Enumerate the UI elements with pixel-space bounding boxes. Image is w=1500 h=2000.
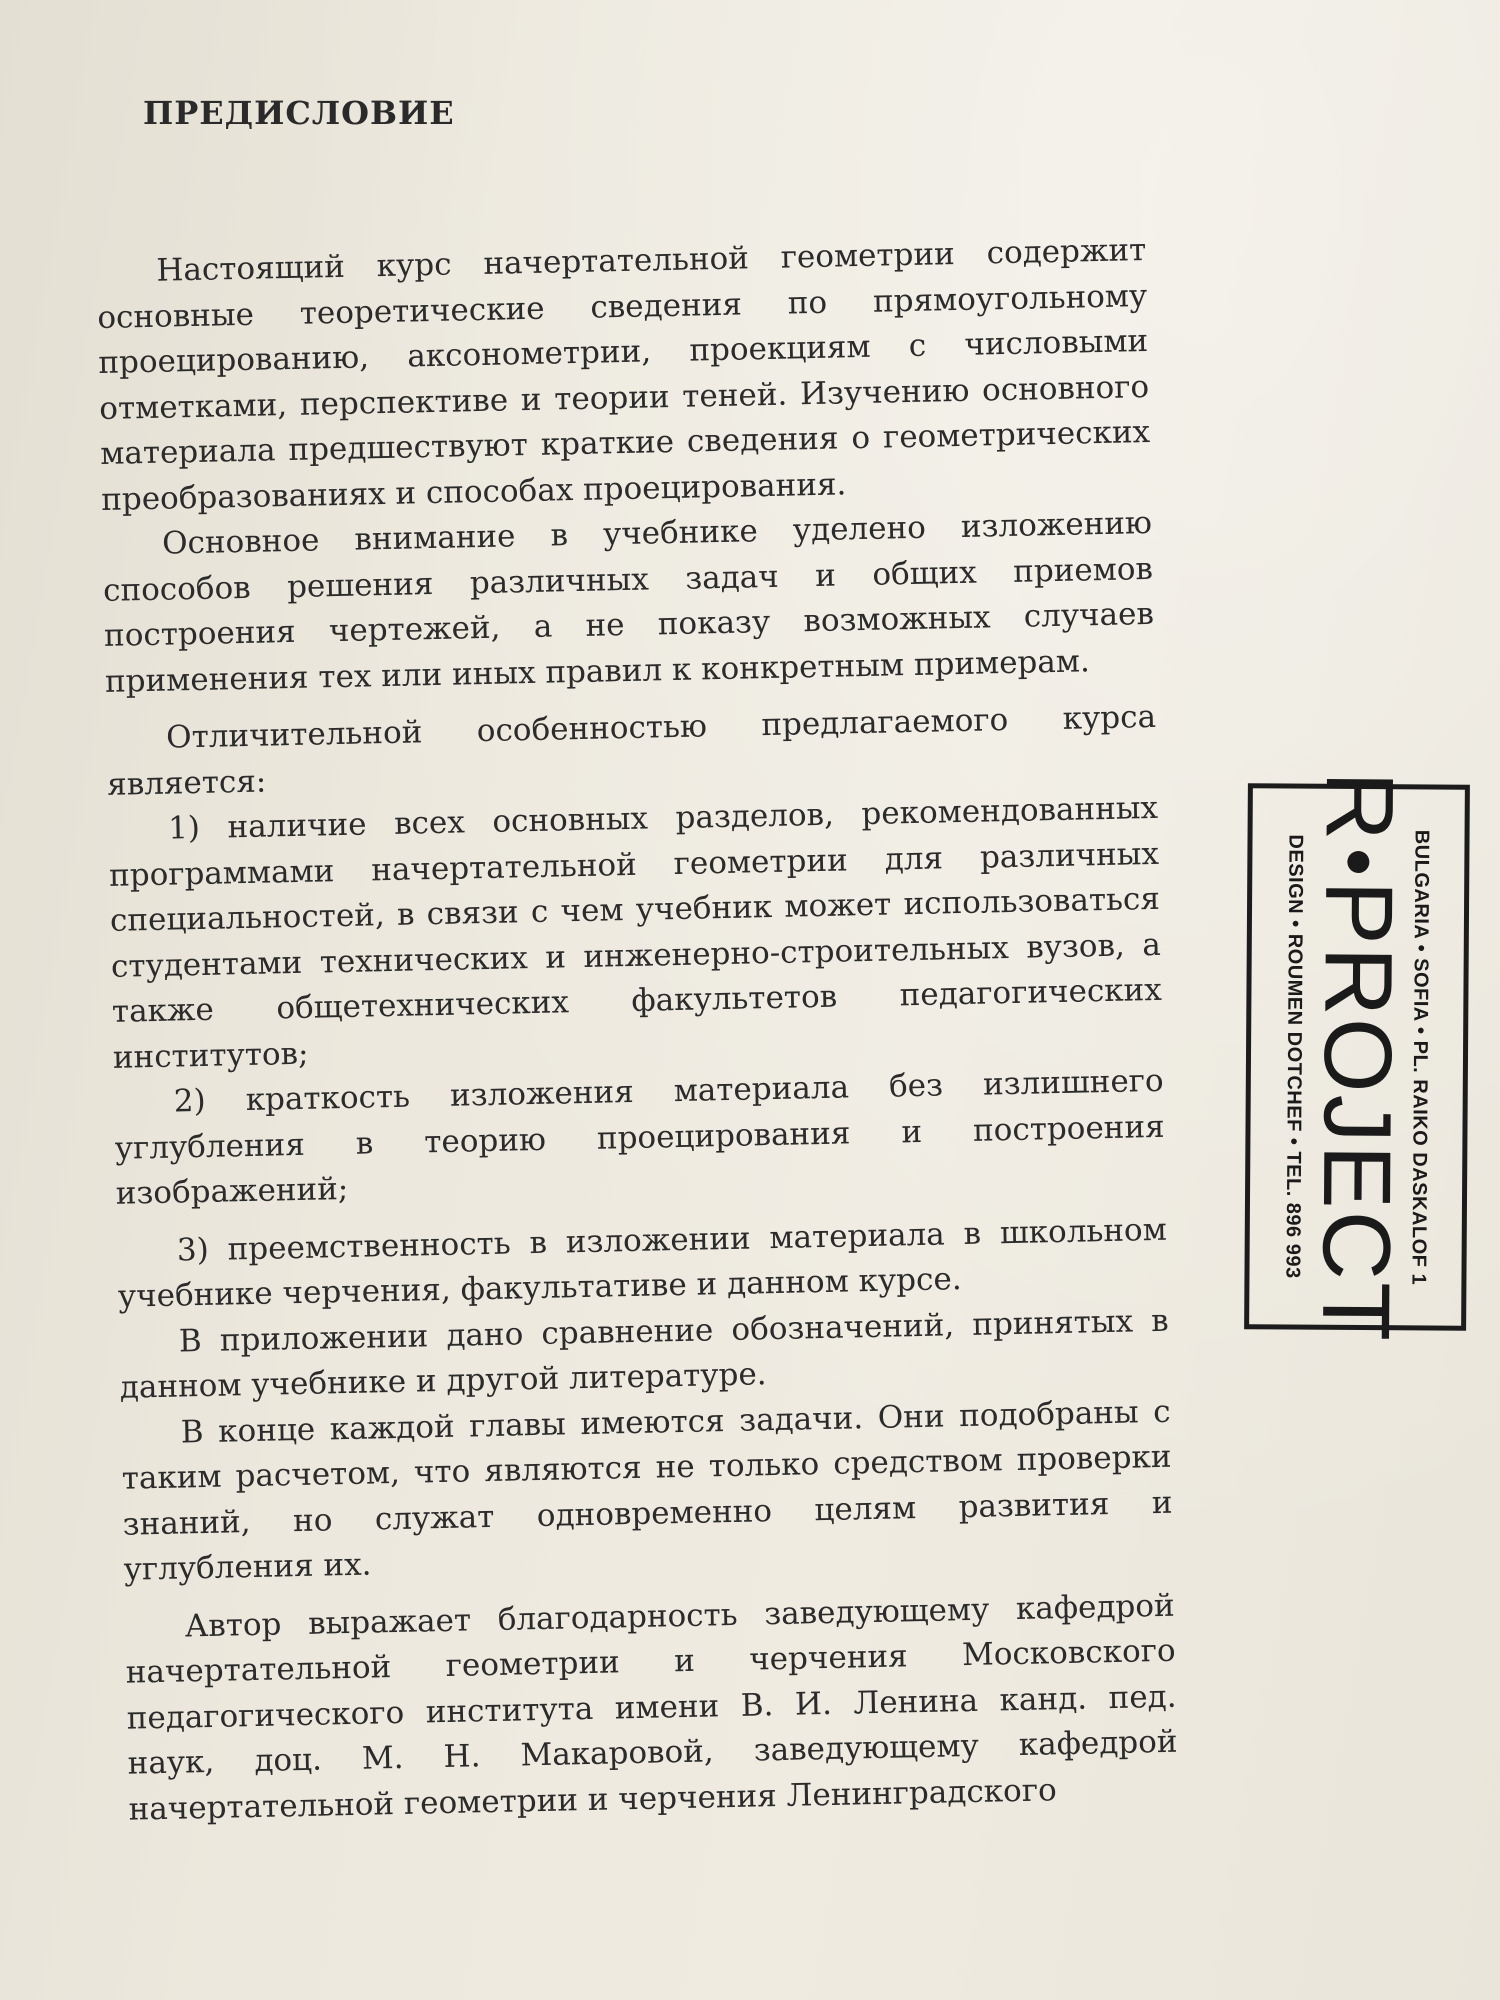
stamp-contact: DESIGN • ROUMEN DOTCHEF • TEL. 896 993 xyxy=(1281,834,1307,1279)
publisher-stamp xyxy=(1244,770,1470,1344)
page-heading: ПРЕДИСЛОВИЕ xyxy=(143,94,455,132)
paragraph-appendix: В приложении дано сравнение обозначений, принятых в данном учебнике и другой литературе. xyxy=(119,1302,1170,1406)
stamp-address: BULGARIA • SOFIA • PL. RAIKO DASKALOF 1 xyxy=(1407,829,1433,1286)
stamp-brand-word: PROJECT xyxy=(1302,880,1413,1344)
list-item-3: 3) преемственность в изложении материала в школьном учебнике черчения, факультативе и данном курсе. xyxy=(117,1211,1168,1315)
paragraph-acknowledgement: Автор выражает благодарность заведующему кафедрой начертательной геометрии и черчения Московского педагогического института имени В. И. Ленина канд. пед. наук, доц. М. Н. Макаровой, заведующему кафедрой начертательной геометрии и черчения Ленинградского xyxy=(125,1587,1178,1828)
paragraph-intro: Настоящий курс начертательной геометрии содержит основные теоретические сведения по прямоугольному проецированию, аксонометрии, проекциям с числовыми отметками, перспективе и теории теней. Изучению основного материала предшествуют краткие сведения о геометрических преобразованиях и способах проецирования. xyxy=(97,232,1151,518)
paragraph-focus: Основное внимание в учебнике уделено изложению способов решения различных задач и общих приемов построения чертежей, а не показу возможных случаев применения тех или иных правил к конкретным примерам. xyxy=(102,504,1155,700)
list-item-2: 2) краткость изложения материала без излишнего углубления в теорию проецирования и построения изображений; xyxy=(114,1062,1165,1212)
list-item-1: 1) наличие всех основных разделов, рекомендованных программами начертательной геометрии для различных специальностей, в связи с чем учебник может использоваться студентами технических и инженерно-строительных вузов, а также общетехнических факультетов педагогических институтов; xyxy=(108,789,1163,1076)
stamp-content xyxy=(1255,770,1459,1344)
paragraph-feature-lead: Отличительной особенностью предлагаемого курса является: xyxy=(106,698,1157,803)
stamp-brand-letter: R xyxy=(1305,770,1413,844)
stamp-brand xyxy=(1302,770,1413,1344)
bullet-dot-icon xyxy=(1347,851,1369,873)
body-text xyxy=(96,228,1179,1833)
paragraph-exercises: В конце каждой главы имеются задачи. Они подобраны с таким расчетом, что являются не только средством проверки знаний, но служат одновременно целям развития и углубления их. xyxy=(121,1393,1173,1588)
